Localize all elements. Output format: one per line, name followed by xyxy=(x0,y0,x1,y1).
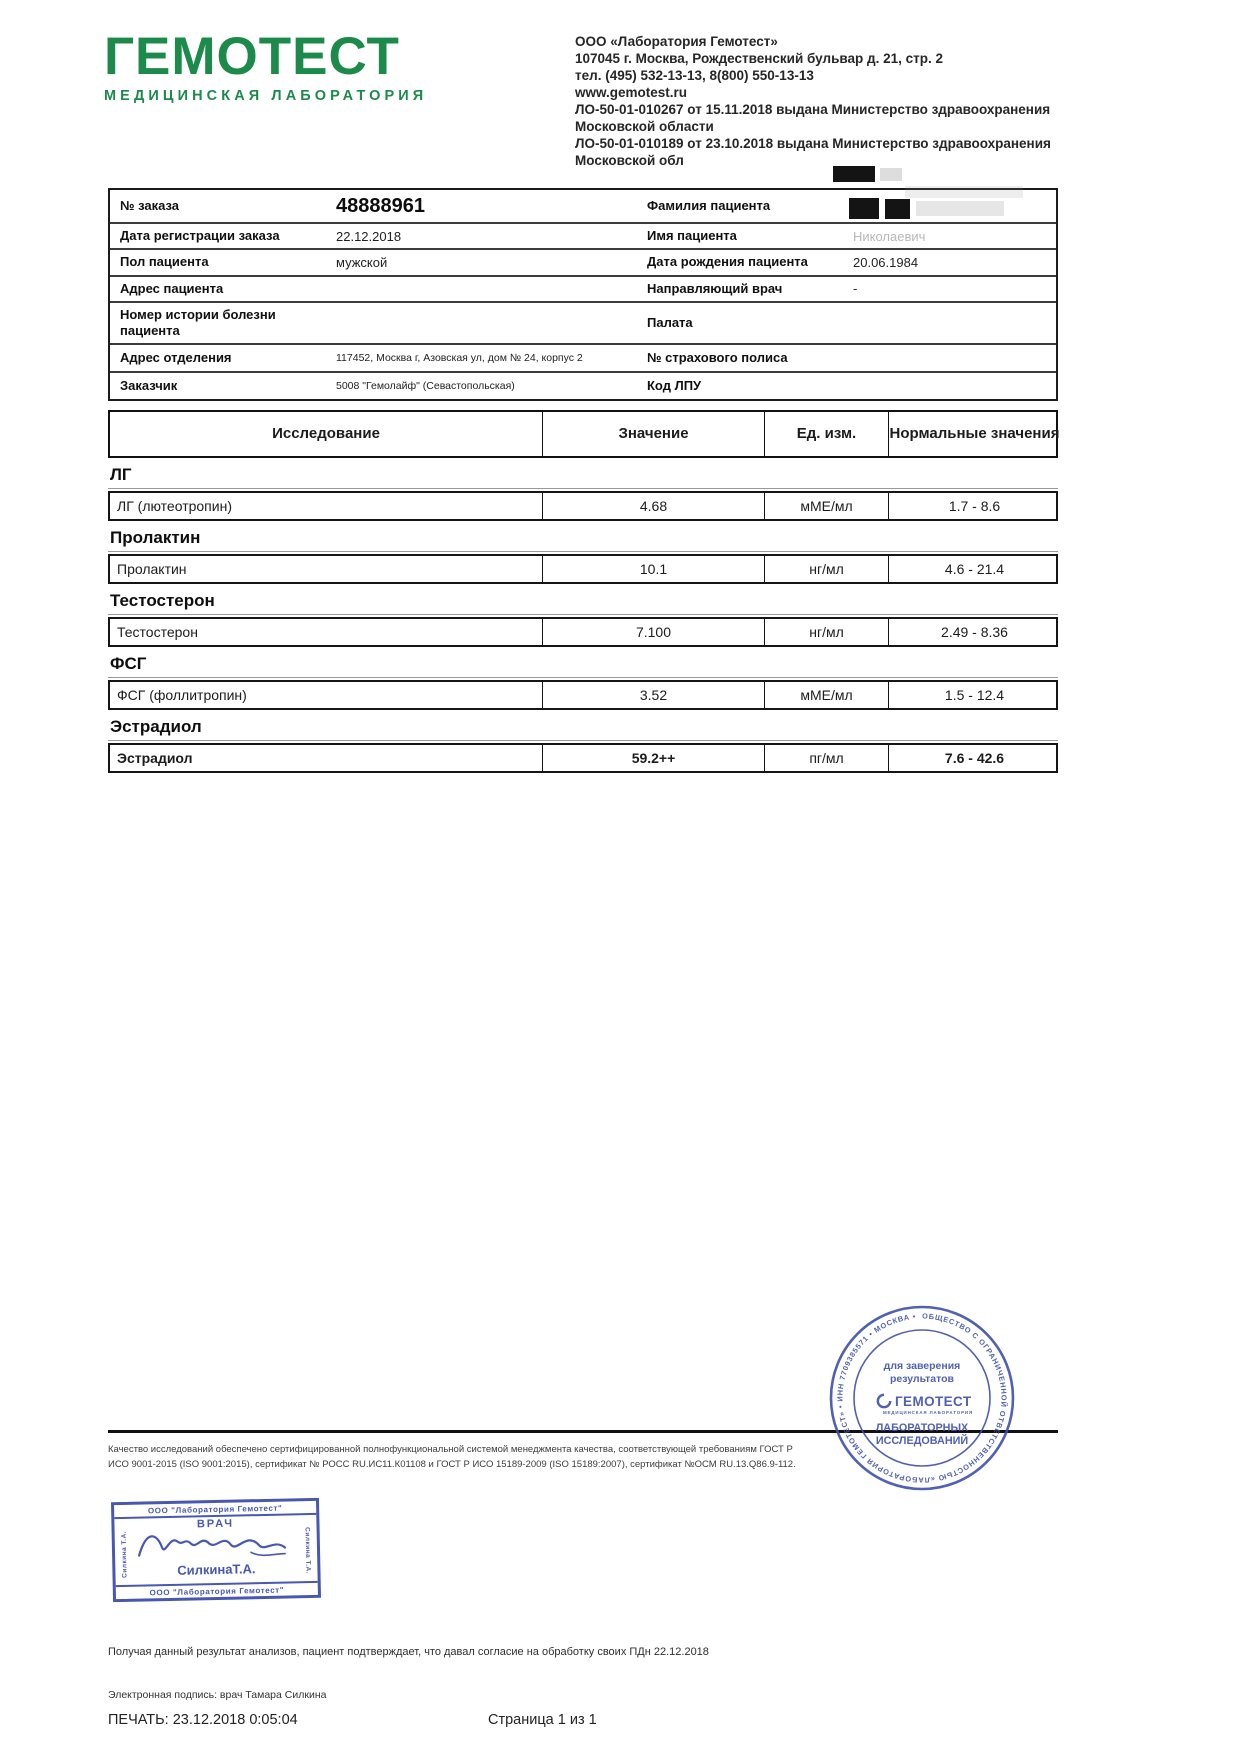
stamp-side-right: Силкина Т.А. xyxy=(303,1527,312,1575)
field-value: 117452, Москва г, Азовская ул, дом № 24, корпус 2 xyxy=(336,352,583,365)
field-value: 22.12.2018 xyxy=(336,228,402,244)
company-website: www.gemotest.ru xyxy=(575,85,688,100)
test-value: 7.100 xyxy=(542,619,764,645)
test-normal-range: 4.6 - 21.4 xyxy=(888,556,1060,582)
result-row xyxy=(108,554,1058,584)
redaction-box xyxy=(833,166,875,182)
result-row xyxy=(108,491,1058,521)
stamp-org-top: ООО "Лаборатория Гемотест" xyxy=(114,1501,316,1519)
order-row xyxy=(110,301,1056,344)
column-header-unit: Ед. изм. xyxy=(764,412,888,456)
quality-certification-note: Качество исследований обеспечено сертифицированной полнофункциональной системой менеджмента качества, соответствующей требованиям ГОСТ Р ИСО 9001-2015 (ISO 9001:2015), сертификат № РОСС RU.ИС11.К01108 и ГОСТ Р ИСО 15189-2009 (ISO 15189:2007), сертификат №ОСМ RU.13.Q86.9-112. xyxy=(108,1444,796,1470)
field-label: Код ЛПУ xyxy=(647,378,702,394)
test-unit: нг/мл xyxy=(764,619,888,645)
esign-note: Электронная подпись: врач Тамара Силкина xyxy=(108,1689,327,1701)
field-value xyxy=(847,354,1060,362)
seal-purpose-line1: для заверения xyxy=(883,1360,961,1372)
section-title: Тестостерон xyxy=(108,590,1058,615)
redaction-smudge xyxy=(905,186,1023,198)
field-label: Номер истории болезни пациента xyxy=(120,306,276,338)
result-row xyxy=(108,680,1058,710)
lab-seal xyxy=(827,1303,1017,1493)
order-number-value: 48888961 xyxy=(336,194,425,217)
field-label: Направляющий врач xyxy=(647,280,783,296)
field-label: Дата регистрации заказа xyxy=(120,228,280,243)
test-normal-range: 1.5 - 12.4 xyxy=(888,682,1060,708)
section-title: ФСГ xyxy=(108,653,1058,678)
order-row xyxy=(110,275,1056,301)
seal-line2: ИССЛЕДОВАНИЙ xyxy=(875,1435,969,1447)
brand-logo-subtitle: МЕДИЦИНСКАЯ ЛАБОРАТОРИЯ xyxy=(104,88,428,104)
test-name: Эстрадиол xyxy=(117,750,193,766)
redaction-box xyxy=(885,199,910,219)
column-header-normal: Нормальные значения xyxy=(888,412,1060,456)
test-unit: мМЕ/мл xyxy=(764,682,888,708)
test-normal-range: 7.6 - 42.6 xyxy=(888,745,1060,771)
field-value xyxy=(330,319,637,327)
brand-logo-title: ГЕМОТЕСТ xyxy=(104,27,400,86)
order-row xyxy=(110,343,1056,371)
consent-note: Получая данный результат анализов, пациент подтверждает, что давал согласие на обработку своих ПДн 22.12.2018 xyxy=(108,1646,709,1658)
redaction-smudge xyxy=(880,168,902,181)
field-label: № страхового полиса xyxy=(647,350,788,366)
test-normal-range: 2.49 - 8.36 xyxy=(888,619,1060,645)
field-value: 5008 "Гемолайф" (Севастопольская) xyxy=(336,380,515,393)
company-license-2: ЛО-50-01-010189 от 23.10.2018 выдана Министерство здравоохранения Московской обл xyxy=(575,136,1051,168)
test-name: ЛГ (лютеотропин) xyxy=(117,498,232,514)
test-value: 10.1 xyxy=(542,556,764,582)
stamp-org-bottom: ООО "Лаборатория Гемотест" xyxy=(116,1581,318,1599)
company-address: 107045 г. Москва, Рождественский бульвар д. 21, стр. 2 xyxy=(575,51,943,66)
doctor-signature-icon xyxy=(132,1522,303,1566)
order-row xyxy=(110,248,1056,274)
test-value: 4.68 xyxy=(542,493,764,519)
test-value: 3.52 xyxy=(542,682,764,708)
redaction-box xyxy=(849,198,879,219)
seal-ring-text: ОБЩЕСТВО С ОГРАНИЧЕННОЙ ОТВЕТСТВЕННОСТЬЮ «ЛАБОРАТОРИЯ ГЕМОТЕСТ» • ИНН 7709385571 • МОСКВА • xyxy=(835,1311,1009,1485)
stamp-side-left: Силкина Т.А. xyxy=(120,1530,129,1578)
column-header-value: Значение xyxy=(542,412,764,456)
order-row xyxy=(110,371,1056,399)
field-label: Пол пациента xyxy=(120,254,209,270)
field-label: Фамилия пациента xyxy=(647,197,771,213)
test-name: Тестостерон xyxy=(117,624,198,640)
field-value xyxy=(330,285,637,293)
stamp-doctor-name: СилкинаТ.А. xyxy=(177,1561,256,1578)
test-value: 59.2++ xyxy=(542,745,764,771)
order-info-table xyxy=(108,188,1058,401)
result-group xyxy=(108,464,1058,521)
field-value: мужской xyxy=(336,254,388,270)
result-group xyxy=(108,527,1058,584)
doctor-stamp xyxy=(111,1498,321,1602)
patient-name-partial: Николаевич xyxy=(853,228,926,244)
test-name: Пролактин xyxy=(117,561,187,577)
field-label: Дата рождения пациента xyxy=(647,254,808,270)
test-unit: пг/мл xyxy=(764,745,888,771)
stamp-middle xyxy=(114,1516,317,1580)
field-value: - xyxy=(853,281,858,297)
test-name: ФСГ (фоллитропин) xyxy=(117,687,247,703)
field-value xyxy=(847,382,1060,390)
field-label: Адрес отделения xyxy=(120,350,232,366)
test-unit: мМЕ/мл xyxy=(764,493,888,519)
test-normal-range: 1.7 - 8.6 xyxy=(888,493,1060,519)
column-header-test: Исследование xyxy=(272,425,380,443)
results-table xyxy=(108,410,1058,779)
stamp-role: ВРАЧ xyxy=(196,1517,235,1531)
order-row xyxy=(110,222,1056,248)
section-title: Пролактин xyxy=(108,527,1058,552)
page-indicator: Страница 1 из 1 xyxy=(488,1712,597,1728)
company-phone: тел. (495) 532-13-13, 8(800) 550-13-13 xyxy=(575,68,814,83)
seal-brand: ГЕМОТЕСТ xyxy=(895,1394,972,1409)
section-title: Эстрадиол xyxy=(108,716,1058,741)
field-label: Палата xyxy=(647,314,693,330)
field-label: Имя пациента xyxy=(647,228,737,243)
print-timestamp: ПЕЧАТЬ: 23.12.2018 0:05:04 xyxy=(108,1712,298,1728)
seal-purpose-line2: результатов xyxy=(890,1373,954,1385)
result-row xyxy=(108,617,1058,647)
result-row-flagged xyxy=(108,743,1058,773)
test-unit: нг/мл xyxy=(764,556,888,582)
section-title: ЛГ xyxy=(108,464,1058,489)
brand-logo xyxy=(104,27,428,104)
results-header-row xyxy=(108,410,1058,458)
field-label: № заказа xyxy=(120,197,180,213)
result-group xyxy=(108,590,1058,647)
gemotest-seal-logo-icon xyxy=(878,1395,890,1407)
field-label: Адрес пациента xyxy=(120,280,224,296)
field-value xyxy=(847,319,1060,327)
result-group xyxy=(108,716,1058,773)
company-license-1: ЛО-50-01-010267 от 15.11.2018 выдана Министерство здравоохранения Московской области xyxy=(575,102,1051,134)
company-name: ООО «Лаборатория Гемотест» xyxy=(575,34,778,49)
seal-brand-sub: МЕДИЦИНСКАЯ ЛАБОРАТОРИЯ xyxy=(882,1410,974,1415)
seal-line1: ЛАБОРАТОРНЫХ xyxy=(875,1422,969,1434)
field-value: 20.06.1984 xyxy=(853,254,919,270)
redaction-smudge xyxy=(916,201,1004,216)
field-label: Заказчик xyxy=(120,378,178,394)
result-group xyxy=(108,653,1058,710)
company-header xyxy=(575,33,1053,169)
